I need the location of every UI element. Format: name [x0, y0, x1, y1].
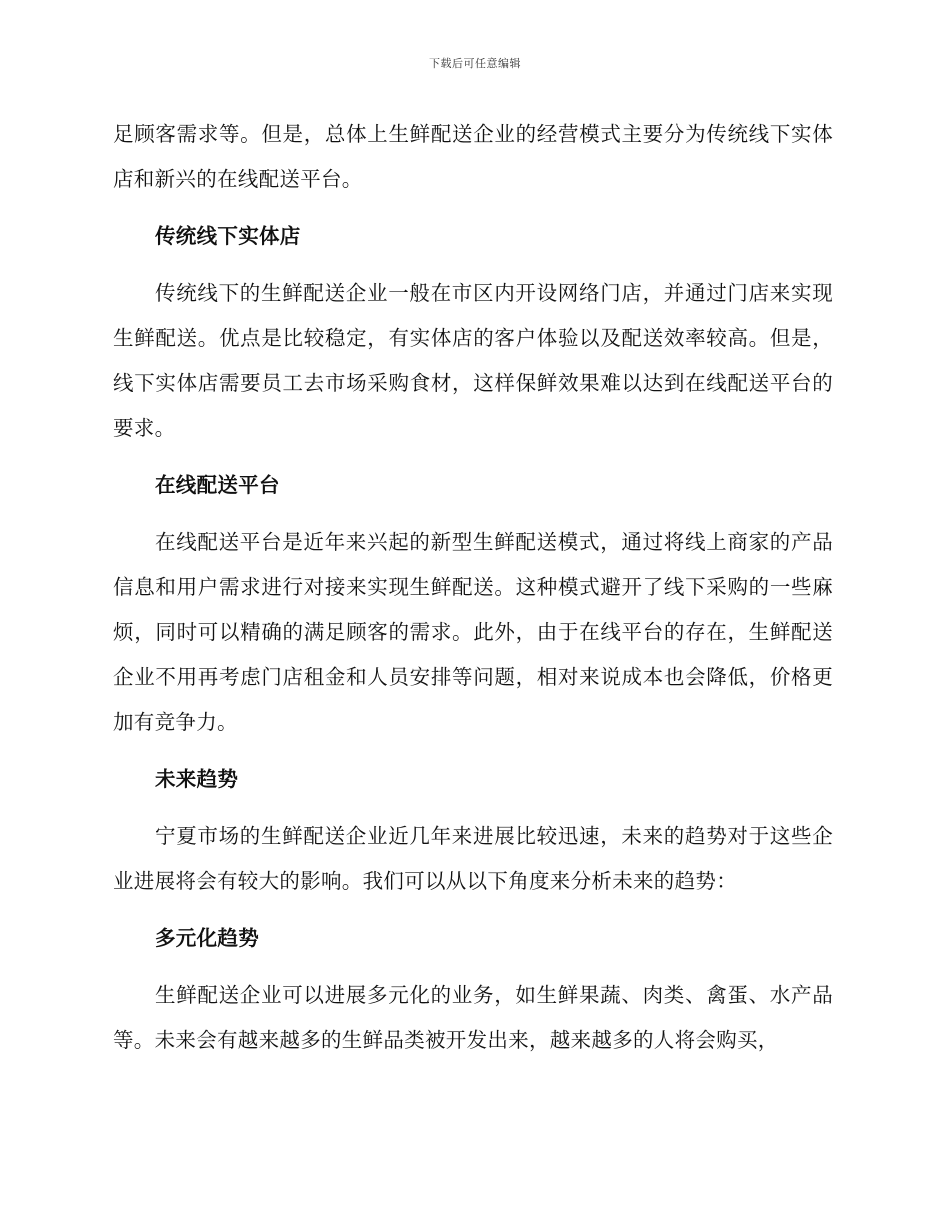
paragraph-online-platform: 在线配送平台是近年来兴起的新型生鲜配送模式，通过将线上商家的产品信息和用户需求进行对接来实现生鲜配送。这种模式避开了线下采购的一些麻烦，同时可以精确的满足顾客的需求。此外，由于在线平台的存在，生鲜配送企业不用再考虑门店租金和人员安排等问题，相对来说成本也会降低，价格更加有竞争力。 [113, 530, 833, 734]
section-heading-diversification: 多元化趋势 [155, 926, 259, 950]
paragraph-future-trends: 宁夏市场的生鲜配送企业近几年来进展比较迅速，未来的趋势对于这些企业进展将会有较大的影响。我们可以从以下角度来分析未来的趋势： [113, 824, 833, 893]
paragraph-offline-store: 传统线下的生鲜配送企业一般在市区内开设网络门店，并通过门店来实现生鲜配送。优点是比较稳定，有实体店的客户体验以及配送效率较高。但是，线下实体店需要员工去市场采购食材，这样保鲜效果难以达到在线配送平台的要求。 [113, 281, 833, 440]
paragraph-diversification: 生鲜配送企业可以进展多元化的业务，如生鲜果蔬、肉类、禽蛋、水产品等。未来会有越来越多的生鲜品类被开发出来，越来越多的人将会购买， [113, 983, 833, 1052]
section-heading-online-platform: 在线配送平台 [155, 473, 280, 497]
document-body [113, 112, 833, 1075]
section-heading-offline-store: 传统线下实体店 [155, 224, 301, 248]
paragraph-intro: 足顾客需求等。但是，总体上生鲜配送企业的经营模式主要分为传统线下实体店和新兴的在线配送平台。 [113, 122, 833, 191]
page-header: 下载后可任意编辑 [429, 57, 521, 70]
section-heading-future-trends: 未来趋势 [155, 767, 239, 791]
